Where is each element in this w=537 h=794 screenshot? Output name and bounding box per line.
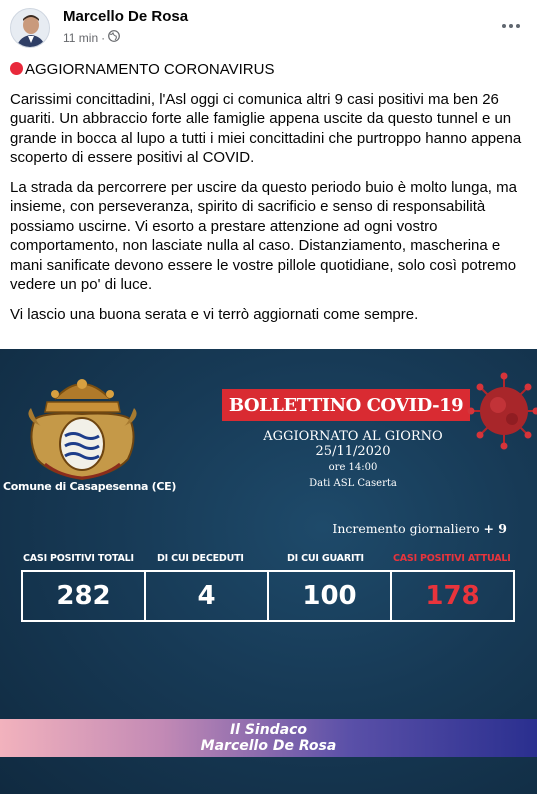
data-source: Dati ASL Caserta <box>309 478 397 489</box>
stat-value: 282 <box>23 572 146 620</box>
more-options-button[interactable] <box>499 14 523 38</box>
post-headline <box>10 60 525 80</box>
post-paragraph: Carissimi concittadini, l'Asl oggi ci comunica altri 9 casi positivi ma ben 26 guariti. Un abbraccio forte alle famiglie appena uscite da questo tunnel e un grande in bocca al lupo a tutti i miei concittadini che purtroppo hanno appena scoperto di essere positivi al COVID. <box>10 90 522 166</box>
stat-header: CASI POSITIVI TOTALI <box>23 553 134 564</box>
post-body <box>10 60 525 334</box>
author-name[interactable]: Marcello De Rosa <box>63 8 189 25</box>
stat-value: 178 <box>425 581 480 611</box>
stats-table <box>21 570 515 622</box>
update-time: ore 14:00 <box>328 462 378 473</box>
globe-icon <box>108 30 120 45</box>
stats-header-row <box>21 553 516 567</box>
post-time[interactable]: 11 min <box>63 30 99 45</box>
stat-header: DI CUI DECEDUTI <box>157 553 244 564</box>
post-paragraph: Vi lascio una buona serata e vi terrò aggiornati come sempre. <box>10 305 419 323</box>
red-circle-icon <box>10 62 23 75</box>
avatar[interactable] <box>10 8 50 48</box>
meta-separator: · <box>101 30 106 45</box>
comune-label: Comune di Casapesenna (CE) <box>3 480 177 493</box>
post-paragraph: La strada da percorrere per uscire da questo periodo buio è molto lunga, ma insieme, con perseveranza, spirito di sacrificio e senso di responsabilità possiamo uscirne. Vi esorto a prestare attenzione ad ogni vostro comportamento, non lasciate nulla al caso. Distanziamento, mascherina e mani sanificate devono essere le vostre pillole quotidiane, solo così potremo vedere un po' di luce. <box>10 178 517 293</box>
post-meta <box>63 30 120 45</box>
stat-value: 100 <box>269 572 392 620</box>
daily-increment <box>332 521 507 536</box>
increment-label: Incremento giornaliero <box>332 521 480 536</box>
stat-header: DI CUI GUARITI <box>287 553 364 564</box>
signature-name: Marcello De Rosa <box>200 738 337 754</box>
signature-role: Il Sindaco <box>229 722 308 738</box>
post-image[interactable] <box>0 349 537 794</box>
stat-value: 4 <box>146 572 269 620</box>
ellipsis-icon <box>502 24 506 28</box>
bulletin-title: BOLLETTINO COVID-19 <box>228 394 464 416</box>
updated-label: AGGIORNATO AL GIORNO <box>263 429 443 444</box>
post-header <box>10 6 527 50</box>
stat-header: CASI POSITIVI ATTUALI <box>393 553 511 564</box>
coat-of-arms-icon <box>25 364 140 484</box>
bulletin-title-banner <box>222 389 470 421</box>
headline-text: AGGIORNAMENTO CORONAVIRUS <box>25 61 275 78</box>
update-date: 25/11/2020 <box>315 444 391 459</box>
increment-value: + 9 <box>483 521 507 536</box>
